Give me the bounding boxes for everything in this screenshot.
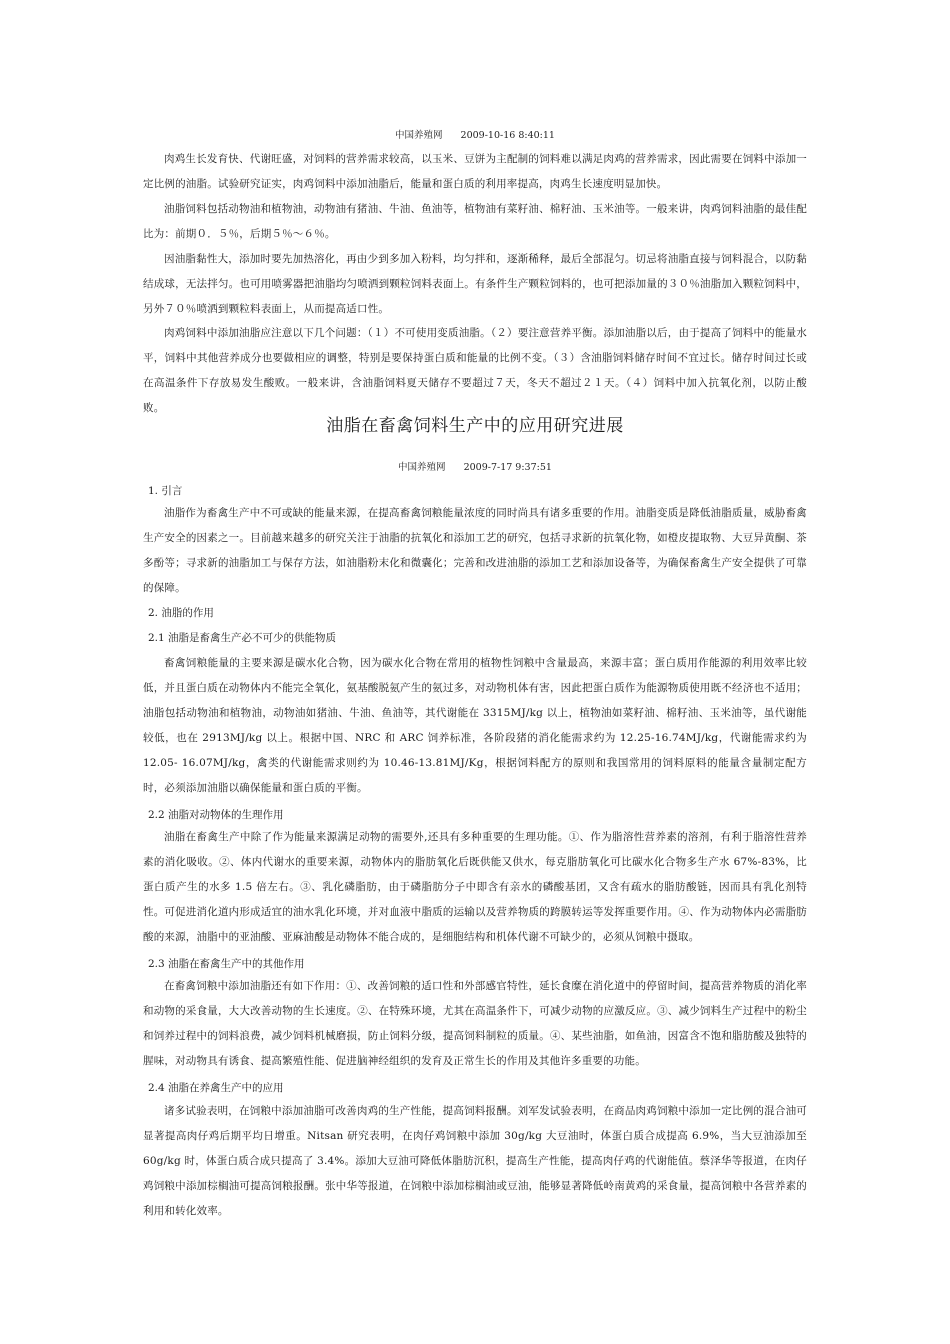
subsection-heading-2-1: 2.1 油脂是畜禽生产必不可少的供能物质 — [148, 632, 337, 644]
article1-paragraph-2: 油脂饲料包括动物油和植物油，动物油有猪油、牛油、鱼油等，植物油有菜籽油、棉籽油、玉米油等。一般来讲，肉鸡饲料油脂的最佳配比为：前期０．５％，后期５％～６％。 — [143, 203, 807, 240]
paragraph-2-2: 油脂在畜禽生产中除了作为能量来源满足动物的需要外,还具有多种重要的生理功能。①、作为脂溶性营养素的溶剂，有利于脂溶性营养素的消化吸收。②、体内代谢水的重要来源，动物体内的脂肪氧化后既供能又供水，每克脂肪氧化可比碳水化合物多生产水 67%-83%，比蛋白质产生的水多 1.5 倍左右。③、乳化磷脂肪，由于磷脂肪分子中即含有亲水的磷酸基团，又含有疏水的脂肪酸链，因而具有乳化剂特性。可促进消化道内形成适宜的油水乳化环境，并对血液中脂质的运输以及营养物质的跨膜转运等发挥重要作用。④、作为动物体内必需脂肪酸的来源，油脂中的亚油酸、亚麻油酸是动物体不能合成的，是细胞结构和机体代谢不可缺少的，必须从饲粮中摄取。 — [143, 831, 807, 943]
intro-paragraph: 油脂作为畜禽生产中不可或缺的能量来源，在提高畜禽饲粮能量浓度的同时尚具有诸多重要的作用。油脂变质是降低油脂质量，威胁畜禽生产安全的因素之一。目前越来越多的研究关注于油脂的抗氧化和添加工艺的研究，包括寻求新的抗氧化物，如橙皮提取物、大豆异黄酮、茶多酚等；寻求新的油脂加工与保存方法，如油脂粉末化和微囊化；完善和改进油脂的添加工艺和添加设备等，为确保畜禽生产安全提供了可靠的保障。 — [143, 507, 807, 594]
article1-date: 2009-10-16 8:40:11 — [460, 130, 555, 141]
article1-paragraph-3: 因油脂黏性大，添加时要先加热溶化，再由少到多加入粉料，均匀拌和，逐渐稀释，最后全部混匀。切忌将油脂直接与饲料混合，以防黏结成球，无法拌匀。也可用喷雾器把油脂均匀喷洒到颗粒饲料表面上。有条件生产颗粒饲料的，也可把添加量的３０％油脂加入颗粒饲料中，另外７０％喷洒到颗粒料表面上，从而提高适口性。 — [143, 253, 807, 315]
article2-source: 中国养殖网 — [398, 462, 446, 473]
article1-byline — [0, 127, 950, 141]
paragraph-2-1: 畜禽饲粮能量的主要来源是碳水化合物，因为碳水化合物在常用的植物性饲粮中含量最高，来源丰富；蛋白质用作能源的利用效率比较低，并且蛋白质在动物体内不能完全氧化，氨基酸脱氨产生的氨过多，对动物机体有害，因此把蛋白质作为能源物质使用既不经济也不适用；油脂包括动物油和植物油，动物油如猪油、牛油、鱼油等，其代谢能在 3315MJ/kg 以上，植物油如菜籽油、棉籽油、玉米油等，虽代谢能较低，也在 2913MJ/kg 以上。根据中国、NRC 和 ARC 饲养标准，各阶段猪的消化能需求约为 12.25-16.74MJ/kg，代谢能需求约为 12.05- 16.07MJ/kg，禽类的代谢能需求则约为 10.46-13.81MJ/Kg，根据饲料配方的原则和我国常用的饲料原料的能量含量制定配方时，必须添加油脂以确保能量和蛋白质的平衡。 — [143, 657, 807, 794]
article2-title: 油脂在畜禽饲料生产中的应用研究进展 — [326, 416, 624, 436]
section-heading-role: 2. 油脂的作用 — [148, 607, 214, 619]
article1-source: 中国养殖网 — [395, 130, 443, 141]
article2-date: 2009-7-17 9:37:51 — [463, 462, 552, 473]
subsection-heading-2-4: 2.4 油脂在养禽生产中的应用 — [148, 1082, 284, 1094]
subsection-heading-2-3: 2.3 油脂在畜禽生产中的其他作用 — [148, 958, 305, 970]
section-heading-intro: 1. 引言 — [148, 485, 183, 497]
subsection-heading-2-2: 2.2 油脂对动物体的生理作用 — [148, 809, 284, 821]
article1-paragraph-4: 肉鸡饲料中添加油脂应注意以下几个问题：（１）不可使用变质油脂。（２）要注意营养平衡。添加油脂以后，由于提高了饲料中的能量水平，饲料中其他营养成分也要做相应的调整，特别是要保持蛋白质和能量的比例不变。（３）含油脂饲料储存时间不宜过长。储存时间过长或在高温条件下存放易发生酸败。一般来讲，含油脂饲料夏天储存不要超过７天，冬天不超过２１天。（４）饲料中加入抗氧化剂，以防止酸败。 — [143, 327, 807, 414]
article1-paragraph-1: 肉鸡生长发育快、代谢旺盛，对饲料的营养需求较高，以玉米、豆饼为主配制的饲料难以满足肉鸡的营养需求，因此需要在饲料中添加一定比例的油脂。试验研究证实，肉鸡饲料中添加油脂后，能量和蛋白质的利用率提高，肉鸡生长速度明显加快。 — [143, 153, 807, 190]
article2-byline — [0, 459, 950, 473]
paragraph-2-3: 在畜禽饲粮中添加油脂还有如下作用：①、改善饲粮的适口性和外部感官特性，延长食糜在消化道中的停留时间，提高营养物质的消化率和动物的采食量，大大改善动物的生长速度。②、在特殊环境，尤其在高温条件下，可减少动物的应激反应。③、减少饲料生产过程中的粉尘和饲养过程中的饲料浪费，减少饲料机械磨损，防止饲料分级，提高饲料制粒的质量。④、某些油脂，如鱼油，因富含不饱和脂肪酸及独特的腥味，对动物具有诱食、提高繁殖性能、促进脑神经组织的发育及正常生长的作用及其他许多重要的功能。 — [143, 980, 807, 1067]
paragraph-2-4: 诸多试验表明，在饲粮中添加油脂可改善肉鸡的生产性能，提高饲料报酬。刘军发试验表明，在商品肉鸡饲粮中添加一定比例的混合油可显著提高肉仔鸡后期平均日增重。Nitsan 研究表明，在肉仔鸡饲粮中添加 30g/kg 大豆油时，体蛋白质合成提高 6.9%，当大豆油添加至 60g/kg 时，体蛋白质合成只提高了 3.4%。添加大豆油可降低体脂肪沉积，提高生产性能，提高肉仔鸡的代谢能值。蔡泽华等报道，在肉仔鸡饲粮中添加棕榈油可提高饲粮报酬。张中华等报道，在饲粮中添加棕榈油或豆油，能够显著降低岭南黄鸡的采食量，提高饲粮中各营养素的利用和转化效率。 — [143, 1105, 807, 1217]
